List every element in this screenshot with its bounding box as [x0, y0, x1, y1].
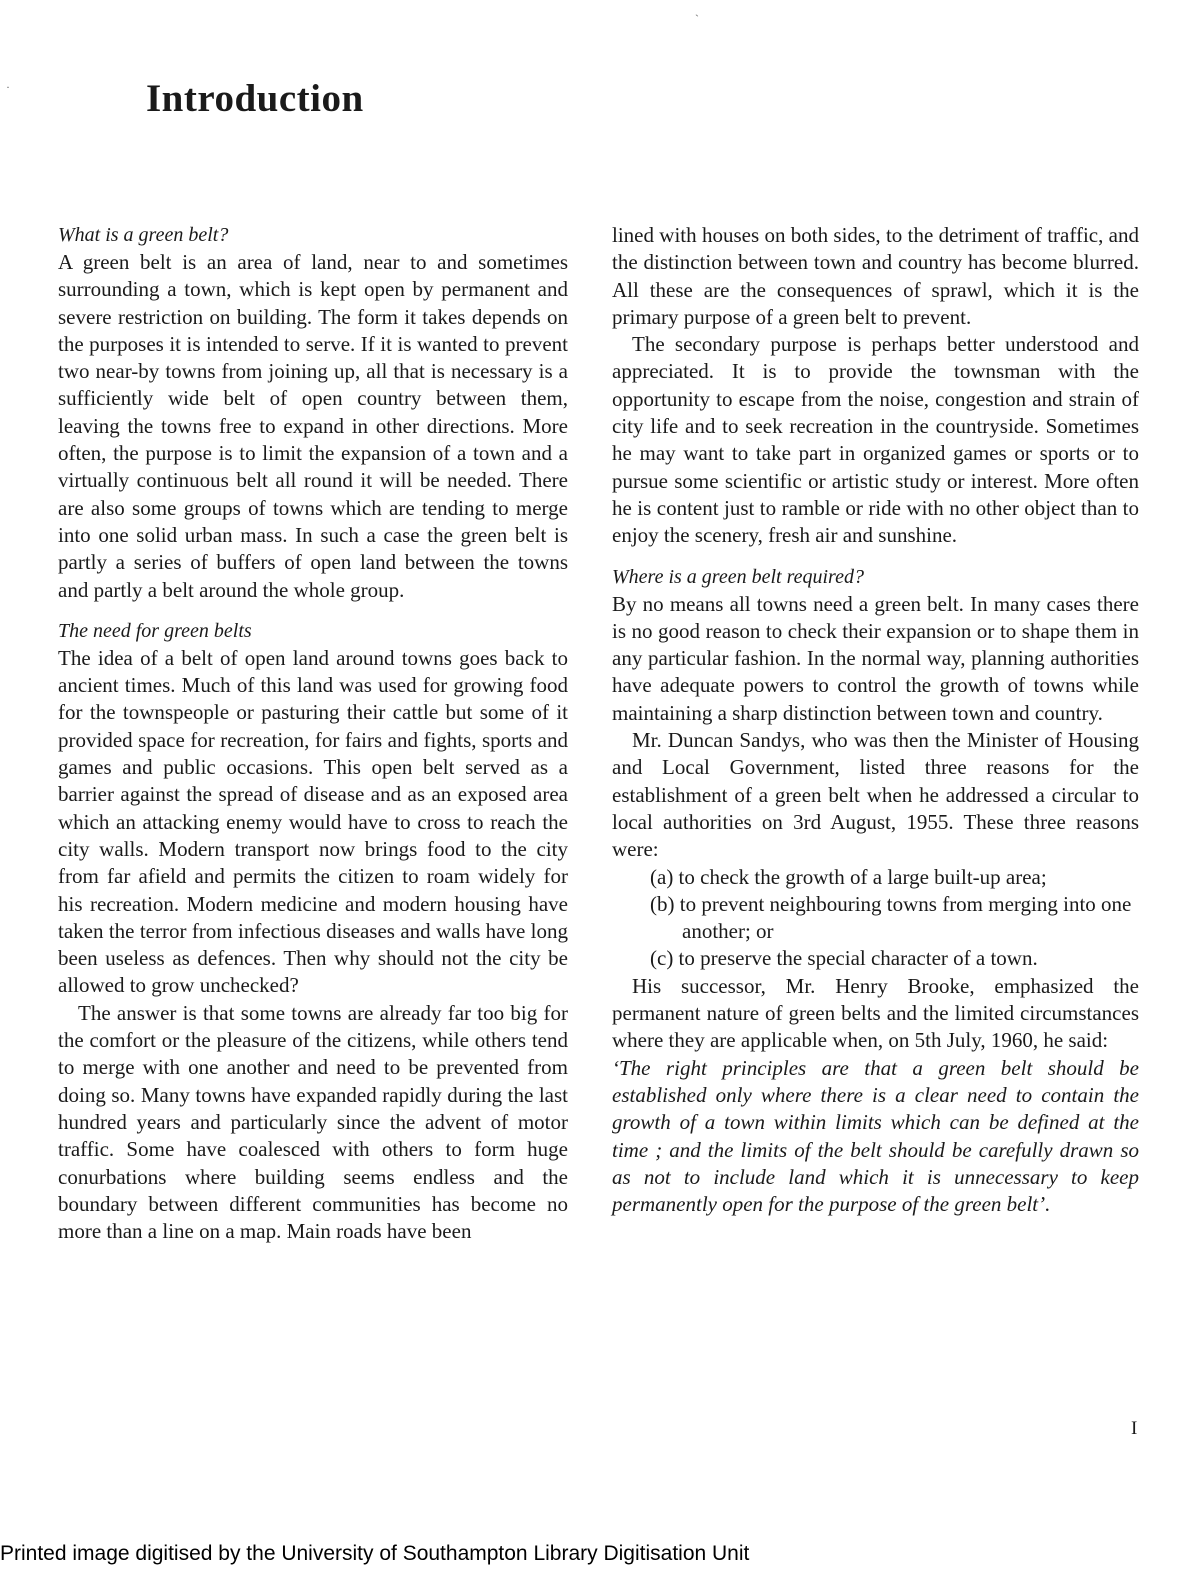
scan-speck: ` — [695, 12, 699, 26]
page-number: I — [1131, 1418, 1138, 1439]
paragraph: The secondary purpose is perhaps better understood and appreciated. It is to provide the townsman with the opportunity to escape from the noise, congestion and strain of city life and to seek recreation in the countryside. Sometimes he may want to take part in organized games or sports or to pursue some scientific or artistic study or interest. More often he is content just to ramble or ride with no other object than to enjoy the scenery, fresh air and sunshine. — [612, 332, 1139, 548]
left-column — [58, 222, 568, 1245]
quotation: ‘The right principles are that a green belt should be established only where there is a clear need to contain the growth of a town within limits which can be defined at the time ; and the limits of the belt should be carefully drawn so as not to include land which it is unnecessary to keep permanently open for the purpose of the green belt’. — [612, 1055, 1139, 1217]
section-heading-where-required: Where is a green belt required? — [612, 565, 864, 588]
reason-item: (a) to check the growth of a large built-up area; — [650, 864, 1047, 889]
reasons-list — [612, 864, 1139, 973]
reason-item: (b) to prevent neighbouring towns from merging into one another; or — [650, 891, 1132, 944]
paragraph: A green belt is an area of land, near to and sometimes surrounding a town, which is kept open by permanent and severe restriction on building. The form it takes depends on the purposes it is intended to serve. If it is wanted to prevent two near-by towns from joining up, all that is necessary is a sufficiently wide belt of open country between them, leaving the towns free to expand in other directions. More often, the purpose is to limit the expansion of a town and a virtually continuous belt all round it will be needed. There are also some groups of towns which are tending to merge into one solid urban mass. In such a case the green belt is partly a series of buffers of open land between the towns and partly a belt around the whole group. — [58, 250, 568, 602]
paragraph: The idea of a belt of open land around towns goes back to ancient times. Much of this land was used for growing food for the townspeople or pasturing their cattle but some of it provided space for recreation, for fairs and fights, sports and games and public occasions. This open belt served as a barrier against the spread of disease and as an exposed area which an attacking enemy would have to cross to reach the city walls. Modern transport now brings food to the city from far afield and permits the citizen to roam widely for his recreation. Modern medicine and modern housing have taken the terror from infectious diseases and walls have long been useless as defences. Then why should not the city be allowed to grow unchecked? — [58, 645, 568, 998]
section-heading-what-is-green-belt: What is a green belt? — [58, 224, 229, 246]
page-title: Introduction — [146, 77, 364, 120]
reason-item: (c) to preserve the special character of a town. — [650, 946, 1038, 971]
paragraph: The answer is that some towns are already far too big for the comfort or the pleasure of the citizens, while others tend to merge with one another and need to be prevented from doing so. Many towns have expanded rapidly during the last hundred years and particularly since the advent of motor traffic. Some have coalesced with others to form huge conurbations where building seems endless and the boundary between different communities has become no more than a line on a map. Main roads have been — [58, 1000, 568, 1244]
paragraph: His successor, Mr. Henry Brooke, emphasized the permanent nature of green belts and the limited circumstances where they are applicable when, on 5th July, 1960, he said: — [612, 973, 1139, 1053]
paragraph: lined with houses on both sides, to the detriment of traffic, and the distinction between town and country has become blurred. All these are the consequences of sprawl, which it is the primary purpose of a green belt to prevent. — [612, 223, 1139, 329]
section-heading-need-for-green-belts: The need for green belts — [58, 619, 252, 642]
paragraph: By no means all towns need a green belt. In many cases there is no good reason to check their expansion or to shape them in any particular fashion. In the normal way, planning authorities have adequate powers to control the growth of towns while maintaining a sharp distinction between town and country. — [612, 591, 1139, 725]
scan-speck: · — [6, 80, 10, 94]
paragraph: Mr. Duncan Sandys, who was then the Minister of Housing and Local Government, listed three reasons for the establishment of a green belt when he addressed a circular to local authorities on 3rd August, 1955. These three reasons were: — [612, 728, 1139, 862]
right-column — [612, 222, 1139, 1218]
digitisation-footer: Printed image digitised by the University of Southampton Library Digitisation Unit — [0, 1542, 750, 1565]
